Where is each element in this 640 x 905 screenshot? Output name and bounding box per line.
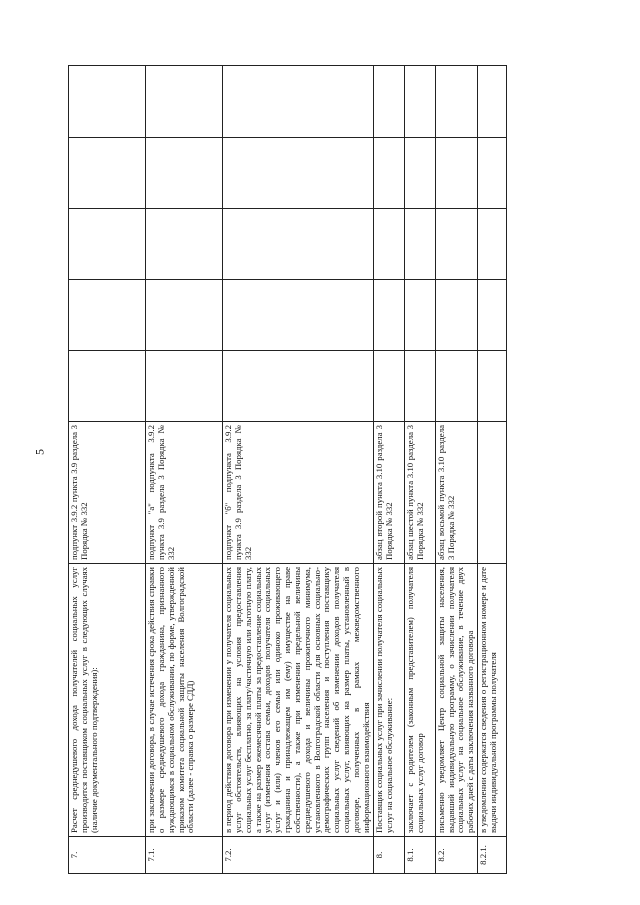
empty-cell bbox=[404, 351, 435, 422]
empty-cell bbox=[146, 280, 223, 351]
row-number: 7.1. bbox=[146, 837, 223, 874]
empty-cell bbox=[69, 280, 146, 351]
empty-cell bbox=[435, 138, 477, 209]
empty-cell bbox=[373, 209, 404, 280]
empty-cell bbox=[373, 66, 404, 138]
row-description: заключает с родителем (законным представителем) получателя социальных услуг договор bbox=[404, 564, 435, 837]
empty-cell bbox=[146, 351, 223, 422]
row-reference bbox=[478, 422, 507, 564]
table-row bbox=[478, 66, 507, 874]
row-reference: подпункт "б" подпункта 3.9.2 пункта 3.9 раздела 3 Порядка № 332 bbox=[223, 422, 374, 564]
empty-cell bbox=[223, 209, 374, 280]
empty-cell bbox=[478, 138, 507, 209]
row-description: Расчет среднедушевого дохода получателей социальных услуг производится поставщиком социальных услуг в следующих случаях (наличие документального подтверждения): bbox=[69, 564, 146, 837]
row-number: 7.2. bbox=[223, 837, 374, 874]
empty-cell bbox=[373, 280, 404, 351]
empty-cell bbox=[435, 209, 477, 280]
table-row bbox=[435, 66, 477, 874]
row-description: в уведомлении содержатся сведения о регистрационном номере и дате выдачи индивидуальной программы получателя bbox=[478, 564, 507, 837]
row-description: письменно уведомляет Центр социальной защиты населения, выдавший индивидуальную программу, о зачислении получателя социальных услуг на социальное обслуживание, в течение двух рабочих дней с даты заключения названного договора bbox=[435, 564, 477, 837]
row-description: Поставщик социальных услуг при зачислении получателя социальных услуг на социальное обслуживание: bbox=[373, 564, 404, 837]
empty-cell bbox=[478, 280, 507, 351]
row-number: 8.2.1. bbox=[478, 837, 507, 874]
empty-cell bbox=[404, 66, 435, 138]
rotated-table-container bbox=[68, 66, 573, 874]
row-description: при заключении договора, в случае истечения срока действия справки о размере среднедушевого дохода гражданина, признанного нуждающимся в социальном обслуживании, по форме, утвержденной приказом комитета социальной защиты населения Волгоградской области (далее - справка о размере СДД) bbox=[146, 564, 223, 837]
row-reference: подпункт "а" подпункта 3.9.2 пункта 3.9 раздела 3 Порядка № 332 bbox=[146, 422, 223, 564]
empty-cell bbox=[223, 66, 374, 138]
empty-cell bbox=[373, 351, 404, 422]
empty-cell bbox=[69, 351, 146, 422]
empty-cell bbox=[146, 209, 223, 280]
table-row bbox=[146, 66, 223, 874]
row-reference: абзац шестой пункта 3.10 раздела 3 Порядка № 332 bbox=[404, 422, 435, 564]
empty-cell bbox=[404, 138, 435, 209]
row-reference: абзац восьмой пункта 3.10 раздела 3 Порядка № 332 bbox=[435, 422, 477, 564]
empty-cell bbox=[478, 66, 507, 138]
table-row bbox=[223, 66, 374, 874]
empty-cell bbox=[69, 209, 146, 280]
empty-cell bbox=[435, 280, 477, 351]
requirements-table bbox=[68, 65, 507, 874]
empty-cell bbox=[223, 351, 374, 422]
row-number: 8.2. bbox=[435, 837, 477, 874]
empty-cell bbox=[69, 138, 146, 209]
empty-cell bbox=[404, 209, 435, 280]
row-description: в период действия договора при изменении у получателя социальных услуг обстоятельств, влияющих на условия предоставления социальных услуг бесплатно, за плату/частичную или льготную плату, а также на размер ежемесячной платы за предоставление социальных услуг (изменения состава семьи, доходов получателя социальных услуг и (или) членов его семьи или одиноко проживающего гражданина и принадлежащем им (ему) имуществе на праве собственности), а также при изменении предельной величины среднедушевого дохода и величины прожиточного минимума, установленного в Волгоградской области для основных социально-демографических групп населения и поступления поставщику социальных услуг сведений об изменении доходов получателя социальных услуг, влияющих на размер платы, установленный в договоре, полученных в рамках межведомственного информационного взаимодействия bbox=[223, 564, 374, 837]
table-row bbox=[373, 66, 404, 874]
page-number: 5 bbox=[32, 449, 47, 455]
empty-cell bbox=[69, 66, 146, 138]
row-number: 7. bbox=[69, 837, 146, 874]
empty-cell bbox=[435, 351, 477, 422]
row-reference: абзац второй пункта 3.10 раздела 3 Порядка № 332 bbox=[373, 422, 404, 564]
empty-cell bbox=[478, 209, 507, 280]
row-number: 8.1. bbox=[404, 837, 435, 874]
empty-cell bbox=[223, 280, 374, 351]
empty-cell bbox=[404, 280, 435, 351]
empty-cell bbox=[146, 66, 223, 138]
empty-cell bbox=[223, 138, 374, 209]
row-number: 8. bbox=[373, 837, 404, 874]
table-row bbox=[404, 66, 435, 874]
table-row bbox=[69, 66, 146, 874]
empty-cell bbox=[435, 66, 477, 138]
row-reference: подпункт 3.9.2 пункта 3.9 раздела 3 Порядка № 332 bbox=[69, 422, 146, 564]
empty-cell bbox=[373, 138, 404, 209]
empty-cell bbox=[478, 351, 507, 422]
empty-cell bbox=[146, 138, 223, 209]
